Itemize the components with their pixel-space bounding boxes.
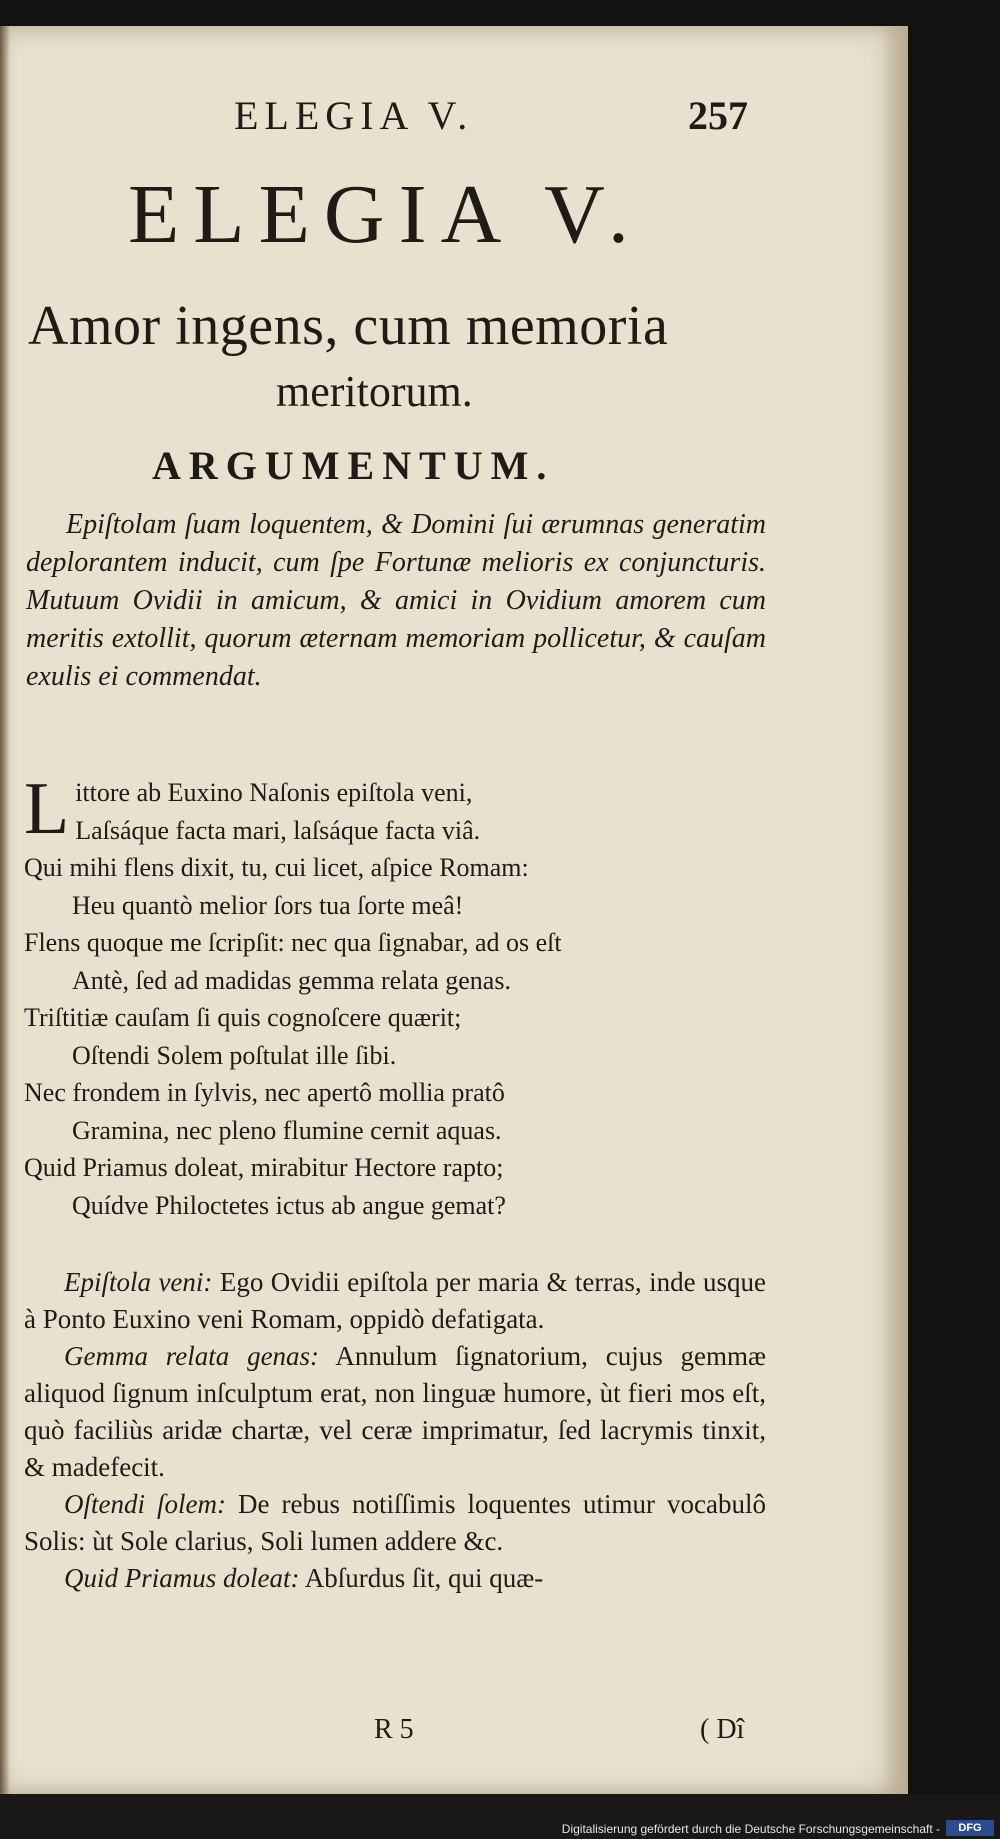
book-page [0,26,908,1794]
catchword: ( Dî [700,1714,745,1745]
page-footer [0,1714,780,1754]
poem-line-9: Nec frondem in ſylvis, nec apertô mollia pratô [24,1078,505,1107]
poem-line-8: Oſtendi Solem poſtulat ille ſibi. [72,1040,397,1070]
elegy-title: ELEGIA V. [128,168,643,261]
dfg-logo: DFG [946,1820,994,1836]
commentary-notes [24,1264,766,1597]
note-text: Abſurdus ſit, qui quæ- [299,1563,544,1593]
note [24,1486,766,1560]
poem-line-3: Qui mihi flens dixit, tu, cui licet, aſpice Romam: [24,853,529,882]
note-lemma: Quid Priamus doleat: [64,1563,300,1593]
drop-cap: L [24,768,70,850]
note-text: Annulum ſignatorium, cujus gemmæ aliquod ſignum inſculptum erat, non linguæ humore, ùt fieri mos eſt, quò faciliùs aridæ chartæ, vel ceræ imprimatur, ſed lacrymis tinxit, & madefecit. [24,1341,766,1482]
poem-line-12: Quídve Philoctetes ictus ab angue gemat? [72,1190,506,1220]
poem-line-11: Quid Priamus doleat, mirabitur Hectore rapto; [24,1153,504,1182]
argumentum-heading: ARGUMENTUM. [152,443,555,488]
note [24,1560,766,1597]
subtitle-line-2: meritorum. [276,367,473,416]
page-spine-shadow [0,26,10,1794]
signature-mark: R 5 [374,1714,414,1745]
subtitle-line-1: Amor ingens, cum memoria [28,295,669,357]
poem-line-7: Triſtitiæ cauſam ſi quis cognoſcere quærit; [24,1003,462,1032]
note-lemma: Gemma relata genas: [64,1341,320,1371]
poem-line-10: Gramina, nec pleno flumine cernit aquas. [72,1115,502,1145]
running-head: ELEGIA V. [234,93,474,138]
page-number: 257 [688,93,748,138]
note-text: Ego Ovidii epiſtola per maria & terras, inde usque à Ponto Euxino veni Romam, oppidò defatigata. [24,1267,766,1334]
note [24,1264,766,1338]
poem-line-text: ittore ab Euxino Naſonis epiſtola veni, [75,778,473,807]
poem-line-4: Heu quantò melior ſors tua ſorte meâ! [72,890,464,920]
note [24,1338,766,1486]
poem-line-5: Flens quoque me ſcripſit: nec qua ſignabar, ad os eſt [24,928,562,957]
page-edge-shadow [882,26,908,1794]
note-lemma: Epiſtola veni: [64,1267,213,1297]
poem-line-6: Antè, ſed ad madidas gemma relata genas. [72,965,511,995]
poem-line-2: Laſsáque facta mari, laſsáque facta viâ. [75,815,481,845]
note-lemma: Oſtendi ſolem: [64,1489,226,1519]
note-text: De rebus notiſſimis loquentes utimur vocabulô Solis: ùt Sole clarius, Soli lumen addere &c. [24,1489,766,1556]
argumentum-body: Epiſtolam ſuam loquentem, & Domini ſui ærumnas generatim deplorantem inducit, cum ſpe Fortunæ melioris ex conjuncturis. Mutuum Ovidii in amicum, & amici in Ovidium amorem cum meritis extollit, quorum æternam memoriam pollicetur, & cauſam exulis ei commendat. [26,509,766,692]
poem [24,768,784,1224]
digitization-credit: Digitalisierung gefördert durch die Deutsche Forschungsgemeinschaft - [561,1822,940,1836]
